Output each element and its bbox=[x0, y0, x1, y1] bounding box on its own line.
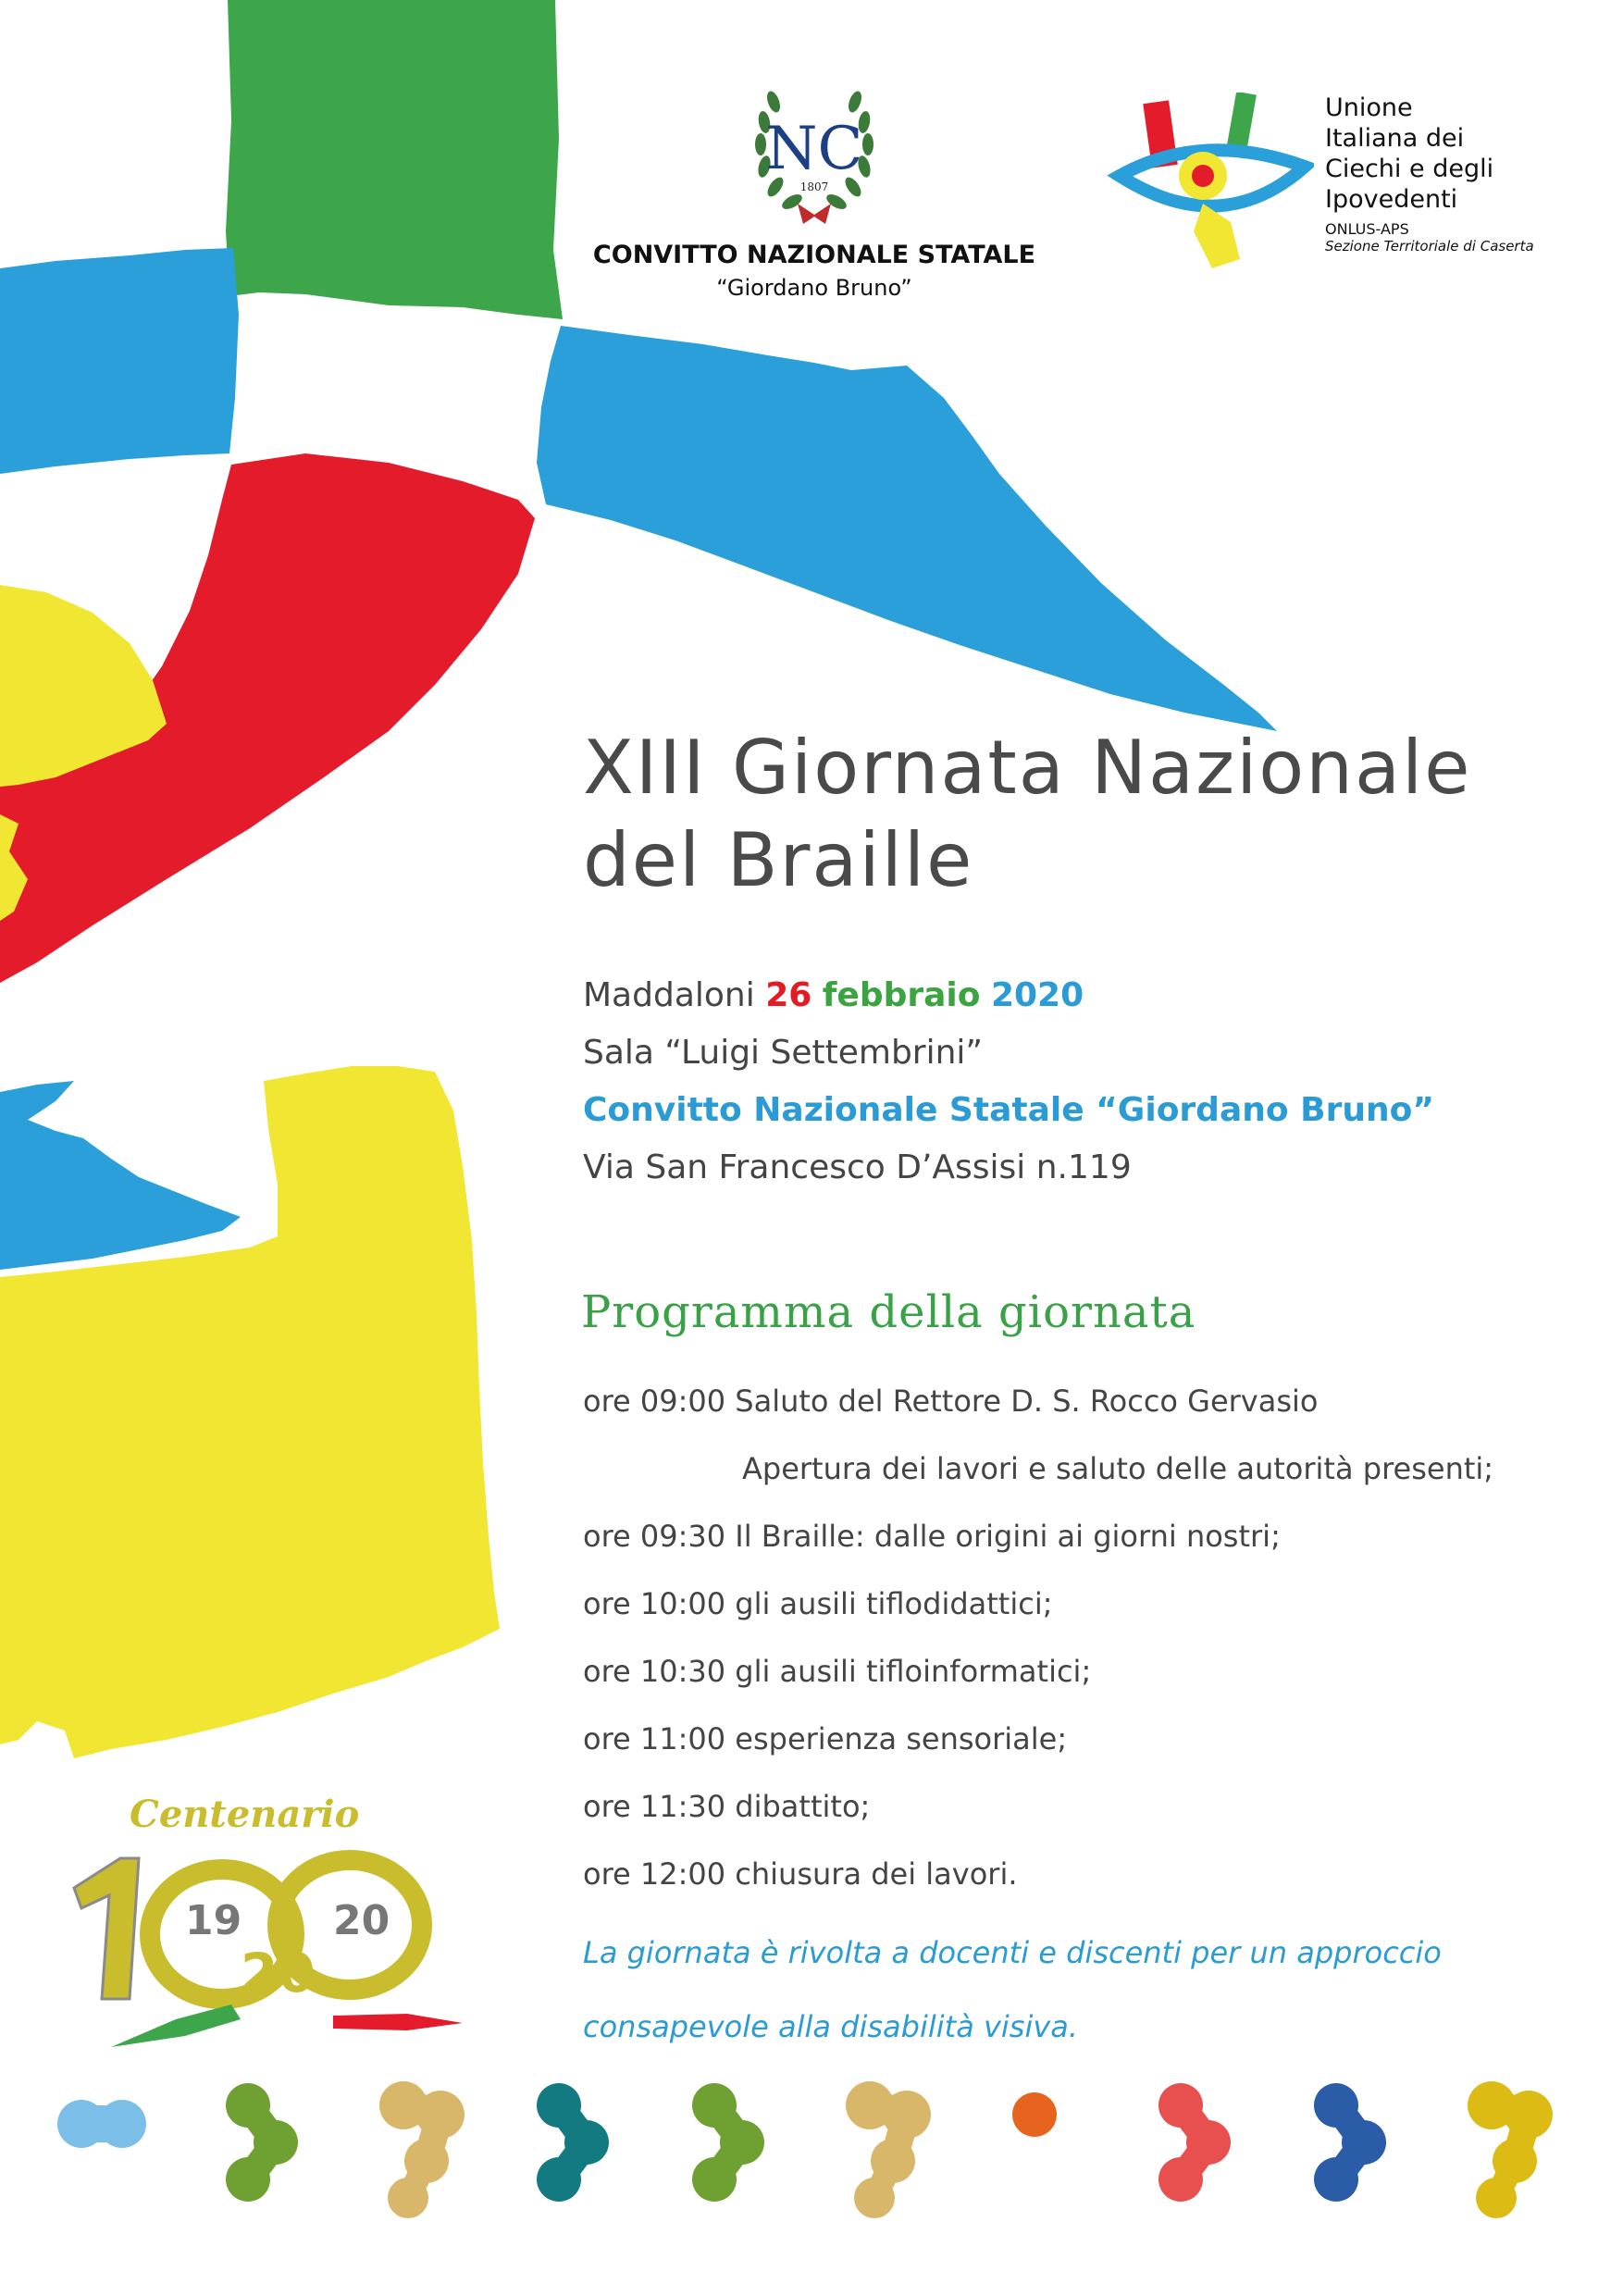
event-month: febbraio bbox=[822, 976, 981, 1014]
decorative-dot-motif-icon bbox=[692, 2083, 764, 2202]
event-title-line-1: XIII Giornata Nazionale bbox=[583, 725, 1472, 811]
centenario-digit-one bbox=[74, 1858, 139, 1999]
audience-note-line-1: La giornata è rivolta a docenti e discenti per un approccio bbox=[583, 1935, 1442, 1970]
program-item: ore 11:30 dibattito; bbox=[583, 1789, 871, 1824]
decorative-dot-motif-icon bbox=[57, 2100, 146, 2148]
centenario-label: Centenario bbox=[130, 1793, 360, 1836]
uici-section: Sezione Territoriale di Caserta bbox=[1325, 238, 1534, 254]
event-hall: Sala “Luigi Settembrini” bbox=[583, 1034, 984, 1072]
centenario-flag-green bbox=[111, 2004, 241, 2047]
uici-onlus: ONLUS-APS bbox=[1325, 220, 1409, 238]
school-logo bbox=[592, 74, 1036, 301]
program-item: ore 10:30 gli ausili tifloinformatici; bbox=[583, 1654, 1092, 1689]
nc-monogram: NC bbox=[765, 115, 863, 183]
event-title-line-2: del Braille bbox=[583, 817, 974, 903]
event-address: Via San Francesco D’Assisi n.119 bbox=[583, 1148, 1132, 1186]
program-item: ore 10:00 gli ausili tiflodidattici; bbox=[583, 1586, 1053, 1621]
decorative-dot-motif-icon bbox=[1012, 2092, 1057, 2137]
school-subname: “Giordano Bruno” bbox=[716, 275, 912, 301]
event-date-line bbox=[583, 967, 1434, 1024]
decorative-dot-motif-icon bbox=[379, 2081, 465, 2218]
uici-eye-logo-icon bbox=[1101, 93, 1314, 278]
blue-brush-lower bbox=[0, 1081, 241, 1270]
green-brush-shape bbox=[226, 0, 563, 319]
blue-brush-left bbox=[0, 248, 239, 474]
event-title bbox=[583, 722, 1471, 907]
centenario-year-20-right: 20 bbox=[333, 1897, 390, 1944]
program-item: Apertura dei lavori e saluto delle autorità presenti; bbox=[742, 1451, 1494, 1486]
school-name: CONVITTO NAZIONALE STATALE bbox=[592, 241, 1036, 269]
laurel-wreath-crest-icon bbox=[740, 74, 888, 231]
decorative-dot-motif-icon bbox=[226, 2083, 298, 2202]
event-day: 26 bbox=[765, 976, 812, 1014]
program-item: ore 09:30 Il Braille: dalle origini ai giorni nostri; bbox=[583, 1519, 1281, 1554]
event-city: Maddaloni bbox=[583, 976, 755, 1014]
uici-line-4: Ipovedenti bbox=[1325, 185, 1458, 214]
centenario-logo bbox=[56, 1786, 481, 2064]
founding-year: 1807 bbox=[799, 180, 829, 193]
program-title: Programma della giornata bbox=[581, 1286, 1196, 1338]
decorative-dot-motif-icon bbox=[1314, 2083, 1386, 2202]
centenario-year-19: 19 bbox=[185, 1897, 242, 1944]
centenario-flag-red bbox=[333, 2014, 463, 2030]
event-year: 2020 bbox=[990, 976, 1084, 1014]
ribbon-icon bbox=[798, 204, 831, 224]
decorative-dots-row bbox=[0, 2059, 1623, 2244]
event-venue: Convitto Nazionale Statale “Giordano Bruno” bbox=[583, 1091, 1434, 1129]
audience-note-line-2: consapevole alla disabilità visiva. bbox=[583, 2009, 1079, 2044]
decorative-dot-motif-icon bbox=[1158, 2083, 1231, 2202]
uici-line-1: Unione bbox=[1325, 93, 1413, 122]
program-item: ore 11:00 esperienza sensoriale; bbox=[583, 1721, 1068, 1756]
blue-brush-right bbox=[537, 326, 1277, 731]
uici-line-3: Ciechi e degli bbox=[1325, 155, 1494, 183]
audience-note bbox=[583, 1916, 1442, 2064]
uici-logo-text bbox=[1325, 93, 1534, 254]
decorative-dot-motif-icon bbox=[846, 2081, 931, 2218]
uici-line-2: Italiana dei bbox=[1325, 124, 1465, 153]
event-info bbox=[583, 967, 1434, 1197]
decorative-dot-motif-icon bbox=[537, 2083, 609, 2202]
program-item: ore 12:00 chiusura dei lavori. bbox=[583, 1856, 1018, 1892]
program-schedule bbox=[583, 1368, 1493, 1908]
centenario-year-20-center: 20 bbox=[241, 1942, 316, 2004]
program-item: ore 09:00 Saluto del Rettore D. S. Rocco Gervasio bbox=[583, 1384, 1319, 1419]
decorative-dot-motif-icon bbox=[1468, 2081, 1553, 2218]
